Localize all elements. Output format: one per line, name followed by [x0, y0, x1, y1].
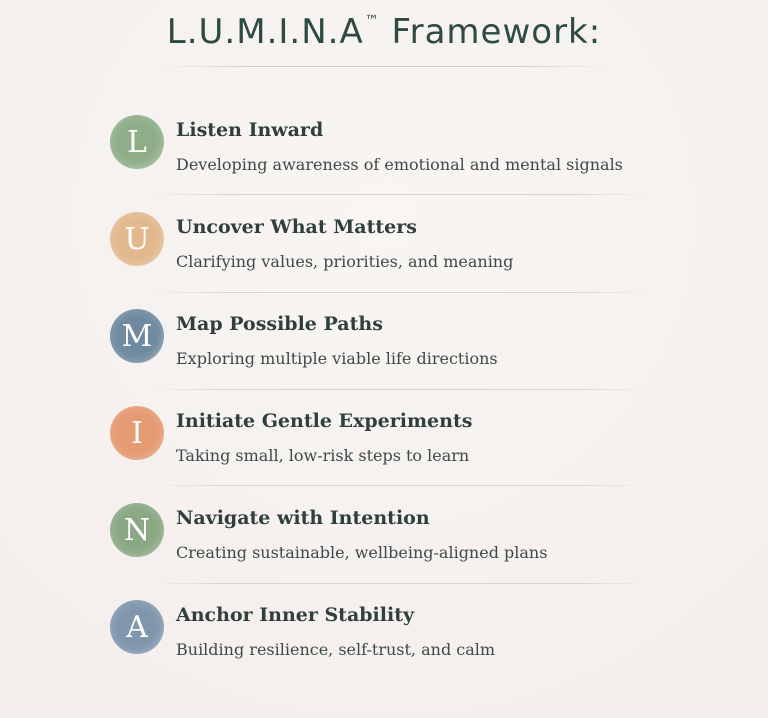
title-text: L.U.M.I.N.A	[166, 12, 364, 52]
letter-badge	[110, 600, 164, 654]
framework-item-anchor	[108, 596, 668, 682]
item-divider	[150, 485, 650, 486]
badge-letter: L	[127, 124, 147, 160]
trademark-symbol: ™	[364, 12, 380, 29]
item-heading: Listen Inward	[176, 119, 324, 141]
page-title	[0, 12, 768, 52]
badge-letter: A	[126, 609, 148, 645]
framework-item-map	[108, 305, 668, 391]
framework-item-initiate	[108, 402, 668, 488]
framework-item-uncover	[108, 208, 668, 294]
item-description: Exploring multiple viable life directions	[176, 349, 498, 368]
item-description: Clarifying values, priorities, and meaning	[176, 252, 514, 271]
item-description: Building resilience, self-trust, and calm	[176, 640, 496, 659]
item-description: Taking small, low-risk steps to learn	[176, 446, 470, 465]
badge-letter: I	[131, 415, 143, 451]
letter-badge	[110, 406, 164, 460]
item-description: Creating sustainable, wellbeing-aligned plans	[176, 543, 548, 562]
framework-item-listen	[108, 111, 668, 197]
letter-badge	[110, 115, 164, 169]
letter-badge	[110, 503, 164, 557]
item-heading: Anchor Inner Stability	[176, 604, 415, 626]
item-heading: Navigate with Intention	[176, 507, 430, 529]
item-heading: Uncover What Matters	[176, 216, 417, 238]
badge-letter: U	[124, 221, 150, 257]
item-description: Developing awareness of emotional and mental signals	[176, 155, 623, 174]
title-divider	[160, 66, 608, 67]
item-divider	[150, 292, 650, 293]
item-divider	[150, 389, 650, 390]
letter-badge	[110, 309, 164, 363]
item-divider	[150, 194, 650, 195]
item-divider	[150, 583, 650, 584]
item-heading: Map Possible Paths	[176, 313, 383, 335]
title-suffix: Framework:	[379, 12, 602, 52]
badge-letter: N	[123, 512, 151, 548]
badge-letter: M	[121, 318, 153, 354]
framework-item-navigate	[108, 499, 668, 585]
item-heading: Initiate Gentle Experiments	[176, 410, 473, 432]
letter-badge	[110, 212, 164, 266]
